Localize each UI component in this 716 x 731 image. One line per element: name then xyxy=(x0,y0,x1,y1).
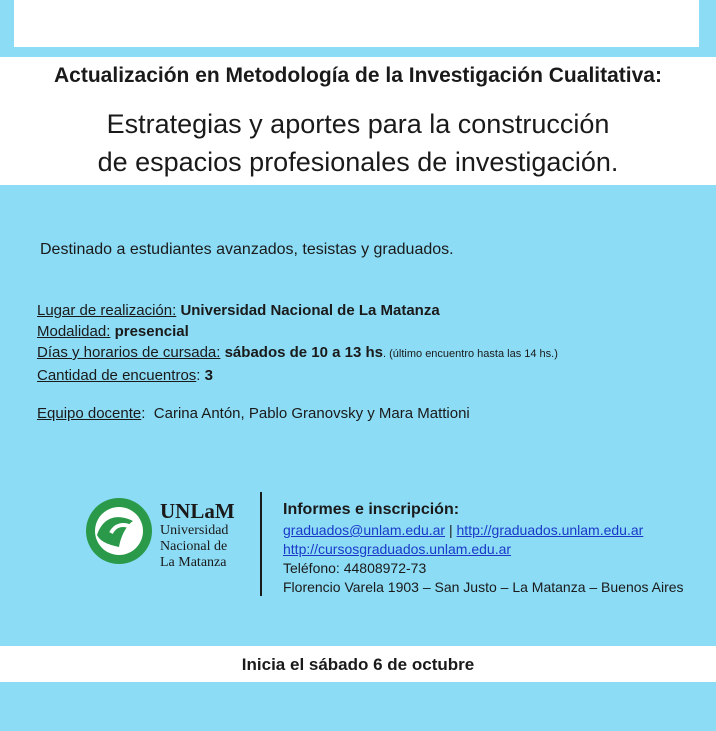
detail-meetings xyxy=(37,365,558,386)
university-line-3: La Matanza xyxy=(160,555,227,570)
university-name xyxy=(160,499,235,571)
unlam-logo-icon xyxy=(83,495,155,567)
place-value: Universidad Nacional de La Matanza xyxy=(180,302,440,319)
meetings-separator: : xyxy=(196,367,201,384)
detail-schedule xyxy=(37,342,558,365)
detail-place xyxy=(37,300,558,321)
audience-text: Destinado a estudiantes avanzados, tesistas y graduados. xyxy=(40,241,454,258)
place-label: Lugar de realización: xyxy=(37,302,177,319)
contact-email-row xyxy=(283,521,684,540)
contact-info xyxy=(283,499,684,597)
meetings-value: 3 xyxy=(204,367,213,384)
schedule-label: Días y horarios de cursada: xyxy=(37,344,221,361)
course-details xyxy=(37,300,558,386)
mode-label: Modalidad: xyxy=(37,323,111,340)
mode-value: presencial xyxy=(114,323,189,340)
website-link-graduados[interactable]: http://graduados.unlam.edu.ar xyxy=(456,522,644,538)
subtitle-line-2: de espacios profesionales de investigación. xyxy=(97,147,619,177)
contact-phone: Teléfono: 44808972-73 xyxy=(283,560,427,576)
team-names: Carina Antón, Pablo Granovsky y Mara Mattioni xyxy=(153,405,470,422)
website-link-cursos[interactable]: http://cursosgraduados.unlam.edu.ar xyxy=(283,541,512,557)
meetings-label: Cantidad de encuentros xyxy=(37,367,197,384)
start-date-text: Inicia el sábado 6 de octubre xyxy=(241,655,475,674)
contact-separator: | xyxy=(448,522,453,538)
course-title: Actualización en Metodología de la Investigación Cualitativa: xyxy=(54,64,662,87)
university-line-1: Universidad xyxy=(160,523,229,538)
team-label: Equipo docente xyxy=(37,405,142,422)
schedule-note: . (último encuentro hasta las 14 hs.) xyxy=(383,348,558,360)
detail-mode xyxy=(37,321,558,342)
vertical-divider xyxy=(260,492,262,596)
contact-address: Florencio Varela 1903 – San Justo – La Matanza – Buenos Aires xyxy=(283,579,684,595)
team-separator: : xyxy=(141,405,146,422)
subtitle-line-1: Estrategias y aportes para la construcción xyxy=(106,109,610,139)
schedule-value: sábados de 10 a 13 hs xyxy=(224,344,384,361)
university-line-2: Nacional de xyxy=(160,539,228,554)
top-white-strip xyxy=(14,0,699,47)
course-subtitle xyxy=(0,105,716,181)
contact-website-row xyxy=(283,540,684,559)
teaching-team xyxy=(37,405,470,422)
contact-heading: Informes e inscripción: xyxy=(283,501,460,518)
university-short-name: UNLaM xyxy=(160,499,235,523)
email-link[interactable]: graduados@unlam.edu.ar xyxy=(283,522,446,538)
